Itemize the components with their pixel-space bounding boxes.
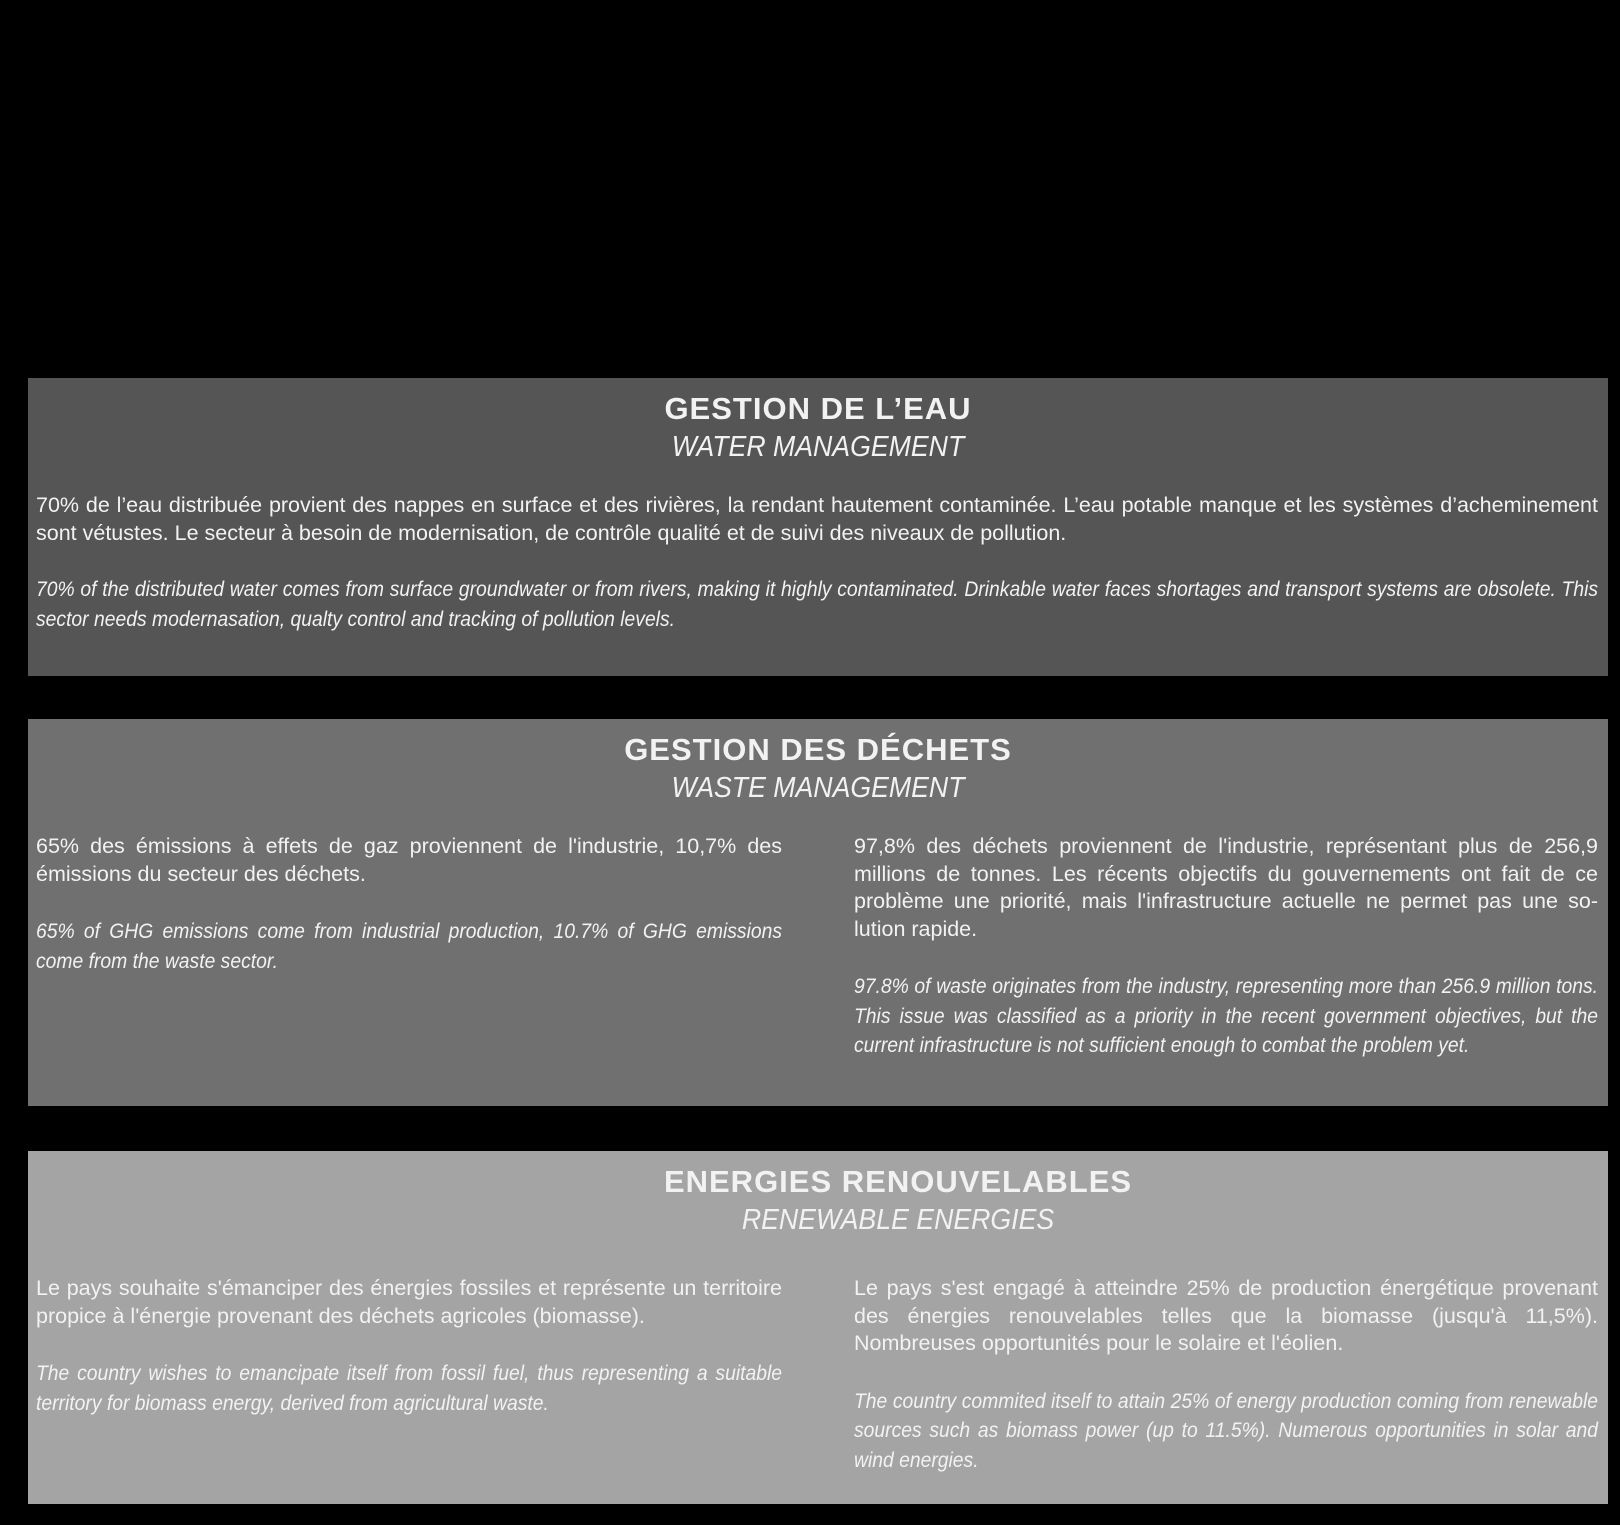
energy-right-column	[854, 1275, 1598, 1475]
energy-subtitle: RENEWABLE ENERGIES	[741, 1204, 1055, 1236]
renewable-energies-panel	[28, 1151, 1608, 1504]
waste-left-column	[36, 833, 782, 976]
energy-left-en-paragraph: The country wishes to emancipate itself from fossil fuel, thus representing a suitable territory for biomass energy, derived from agricultural waste.	[36, 1362, 783, 1415]
water-management-panel	[28, 378, 1608, 676]
energy-right-en-paragraph: The country commited itself to attain 25% of energy production coming from renewable sources such as biomass power (up to 11.5%). Numerous opportunities in solar and wind energies.	[854, 1389, 1599, 1472]
waste-subtitle: WASTE MANAGEMENT	[671, 772, 965, 804]
water-subtitle: WATER MANAGEMENT	[671, 431, 965, 463]
water-text-column	[36, 492, 1598, 634]
waste-right-column	[854, 833, 1598, 1061]
energy-left-fr-paragraph: Le pays souhaite s'émanciper des énergies fossiles et représente un territoire propice à l'énergie provenant des déchets agricoles (biomasse).	[36, 1276, 782, 1328]
waste-right-fr-paragraph: 97,8% des déchets proviennent de l'industrie, représentant plus de 256,9 millions de tonnes. Les récents objectifs du gouvernements ont fait de ce problème une priorité, mais l'infrastructure actuelle ne permet pas une solution rapide.	[854, 834, 1598, 941]
waste-management-panel	[28, 719, 1608, 1106]
water-fr-paragraph: 70% de l’eau distribuée provient des nappes en surface et des rivières, la rendant hautement contaminée. L’eau potable manque et les systèmes d’acheminement sont vétustes. Le secteur à besoin de modernisation, de contrôle qualité et de suivi des niveaux de pollution.	[36, 493, 1598, 545]
energy-title: ENERGIES RENOUVELABLES	[663, 1164, 1133, 1199]
water-en-paragraph: 70% of the distributed water comes from surface groundwater or from rivers, making it highly contaminated. Drinkable water faces shortages and transport systems are obsolete. This sector needs modernasation, qualty control and tracking of pollution levels.	[36, 578, 1599, 631]
waste-right-en-paragraph: 97.8% of waste originates from the industry, representing more than 256.9 million tons. This issue was classified as a priority in the recent government objectives, but the current infrastructure is not sufficient enough to combat the problem yet.	[854, 975, 1599, 1057]
energy-left-column	[36, 1275, 782, 1418]
water-title: GESTION DE L’EAU	[664, 391, 972, 426]
waste-title: GESTION DES DÉCHETS	[624, 732, 1012, 767]
waste-left-fr-paragraph: 65% des émissions à effets de gaz proviennent de l'industrie, 10,7% des émissions du secteur des déchets.	[36, 834, 782, 886]
waste-left-en-paragraph: 65% of GHG emissions come from industrial production, 10.7% of GHG emissions come from the waste sector.	[36, 920, 783, 973]
energy-right-fr-paragraph: Le pays s'est engagé à atteindre 25% de production énergétique provenant des énergies renouvelables telles que la biomasse (jusqu'à 11,5%). Nombreuses opportunités pour le solaire et l'éolien.	[854, 1276, 1598, 1355]
